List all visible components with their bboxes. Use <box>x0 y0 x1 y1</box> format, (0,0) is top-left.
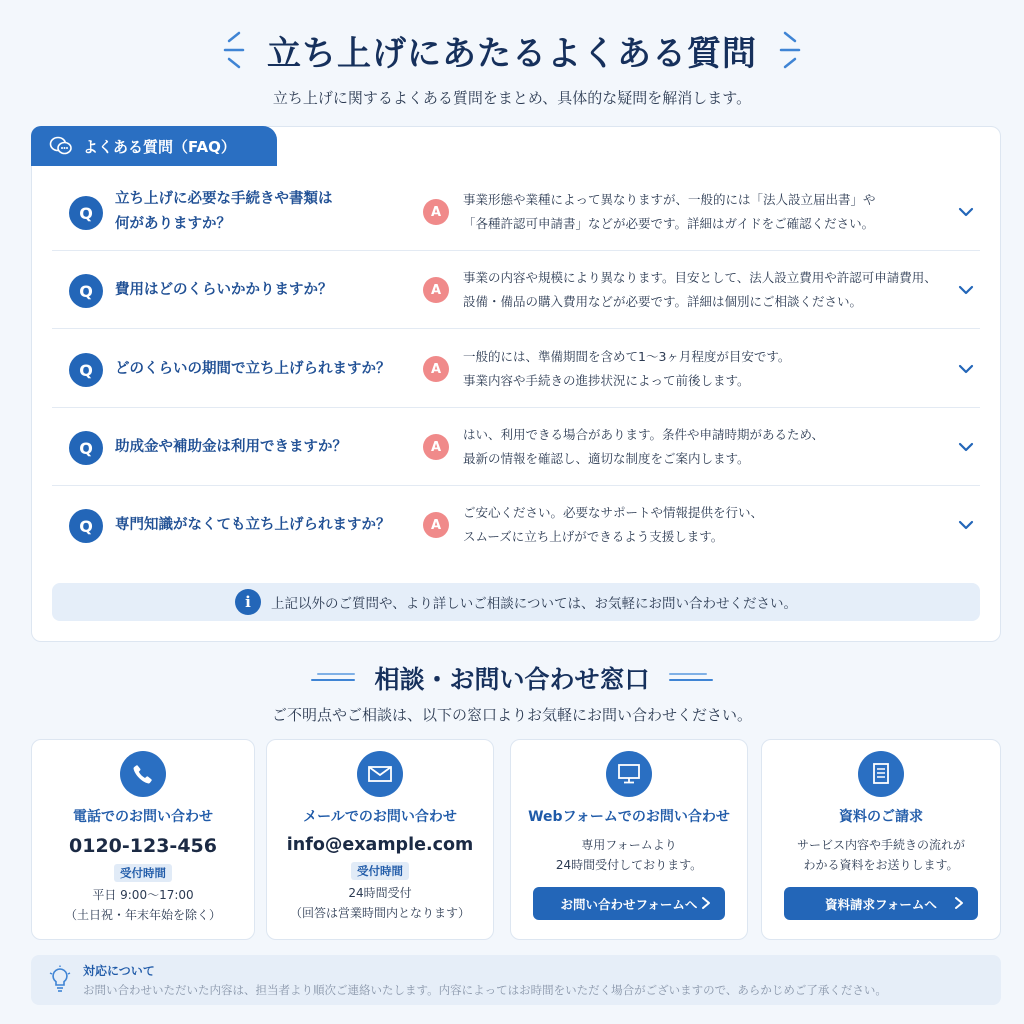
contact-form-button[interactable]: お問い合わせフォームへ <box>533 887 725 920</box>
faq-item[interactable] <box>52 486 980 564</box>
mail-card <box>266 739 494 940</box>
question-badge: Q <box>69 353 103 387</box>
phone-hours: 平日 9:00〜17:00 （土日祝・年末年始を除く） <box>64 888 221 922</box>
faq-panel <box>31 126 1001 642</box>
faq-answer: ご安心ください。必要なサポートや情報提供を行い、 スムーズに立ち上げができるよう支援します。 <box>463 505 764 544</box>
docs-desc: サービス内容や手続きの流れが わかる資料をお送りします。 <box>796 838 965 873</box>
contact-subtitle: ご不明点やご相談は、以下の窓口よりお気軽にお問い合わせください。 <box>271 706 752 724</box>
docs-card-title: 資料のご請求 <box>839 809 923 825</box>
chevron-down-icon[interactable] <box>956 515 976 535</box>
contact-header <box>0 656 1024 700</box>
faq-question: どのくらいの期間で立ち上げられますか？ <box>115 360 391 377</box>
faq-item[interactable] <box>52 173 980 251</box>
chevron-down-icon[interactable] <box>956 280 976 300</box>
faq-tab[interactable] <box>31 126 277 166</box>
answer-badge: A <box>423 434 449 460</box>
mail-hours: 24時間受付 （回答は営業時間内となります） <box>289 886 470 920</box>
phone-card <box>31 739 255 940</box>
faq-item[interactable] <box>52 408 980 486</box>
faq-question: 専門知識がなくても立ち上げられますか？ <box>115 516 391 533</box>
question-badge: Q <box>69 274 103 308</box>
faq-answer: 事業形態や業種によって異なりますが、一般的には「法人設立届出書」や 「各種許認可申請書」などが必要です。詳細はガイドをご確認ください。 <box>463 192 876 231</box>
chevron-down-icon[interactable] <box>956 437 976 457</box>
answer-badge: A <box>423 199 449 225</box>
page-title: 立ち上げにあたるよくある質問 <box>267 33 757 74</box>
faq-item[interactable] <box>52 251 980 329</box>
faq-question: 費用はどのくらいかかりますか？ <box>115 281 333 298</box>
chat-bubbles-icon <box>49 135 73 157</box>
faq-answer: 一般的には、準備期間を含めて1〜3ヶ月程度が目安です。 事業内容や手続きの進捗状況によって前後します。 <box>463 349 791 388</box>
chevron-right-icon <box>699 895 713 911</box>
monitor-icon <box>606 751 652 797</box>
chevron-right-icon <box>952 895 966 911</box>
faq-question: 立ち上げに必要な手続きや書類は 何がありますか？ <box>115 191 333 232</box>
dash-right-icon <box>668 669 714 687</box>
faq-item[interactable] <box>52 330 980 408</box>
faq-note-text: 上記以外のご質問や、より詳しいご相談については、お気軽にお問い合わせください。 <box>271 596 797 612</box>
sparkle-left-icon <box>215 25 245 75</box>
phone-icon <box>120 751 166 797</box>
question-badge: Q <box>69 196 103 230</box>
answer-badge: A <box>423 356 449 382</box>
faq-answer: 事業の内容や規模により異なります。目安として、法人設立費用や許認可申請費用、 設備・備品の購入費用などが必要です。詳細は個別にご相談ください。 <box>463 270 937 309</box>
faq-tab-label: よくある質問（FAQ） <box>83 137 236 156</box>
response-note-heading: 対応について <box>83 964 155 978</box>
hours-label: 受付時間 <box>351 862 409 880</box>
lightbulb-icon <box>49 965 71 995</box>
sparkle-right-icon <box>779 25 809 75</box>
mail-address[interactable]: info@example.com <box>286 835 474 855</box>
chevron-down-icon[interactable] <box>956 359 976 379</box>
faq-note <box>52 583 980 621</box>
docs-card <box>761 739 1001 940</box>
question-badge: Q <box>69 431 103 465</box>
phone-number[interactable]: 0120-123-456 <box>69 835 217 857</box>
chevron-down-icon[interactable] <box>956 202 976 222</box>
page-header <box>0 22 1024 78</box>
response-note-text: お問い合わせいただいた内容は、担当者より順次ご連絡いたします。内容によってはお時間をいただく場合がございますので、あらかじめご了承ください。 <box>83 983 887 997</box>
docs-request-button[interactable]: 資料請求フォームへ <box>784 887 978 920</box>
info-icon: i <box>235 589 261 615</box>
faq-answer: はい、利用できる場合があります。条件や申請時期があるため、 最新の情報を確認し、適切な制度をご案内します。 <box>463 427 825 466</box>
webform-desc: 専用フォームより 24時間受付しております。 <box>555 838 703 873</box>
response-note <box>31 955 1001 1005</box>
answer-badge: A <box>423 512 449 538</box>
hours-label: 受付時間 <box>114 864 172 882</box>
answer-badge: A <box>423 277 449 303</box>
page-subtitle: 立ち上げに関するよくある質問をまとめ、具体的な疑問を解消します。 <box>272 89 752 107</box>
phone-card-title: 電話でのお問い合わせ <box>73 809 213 825</box>
question-badge: Q <box>69 509 103 543</box>
faq-question: 助成金や補助金は利用できますか？ <box>115 438 347 455</box>
mail-card-title: メールでのお問い合わせ <box>303 809 457 825</box>
contact-title: 相談・お問い合わせ窓口 <box>374 665 650 694</box>
mail-icon <box>357 751 403 797</box>
webform-card <box>510 739 748 940</box>
webform-card-title: Webフォームでのお問い合わせ <box>528 809 730 825</box>
document-icon <box>858 751 904 797</box>
dash-left-icon <box>310 669 356 687</box>
